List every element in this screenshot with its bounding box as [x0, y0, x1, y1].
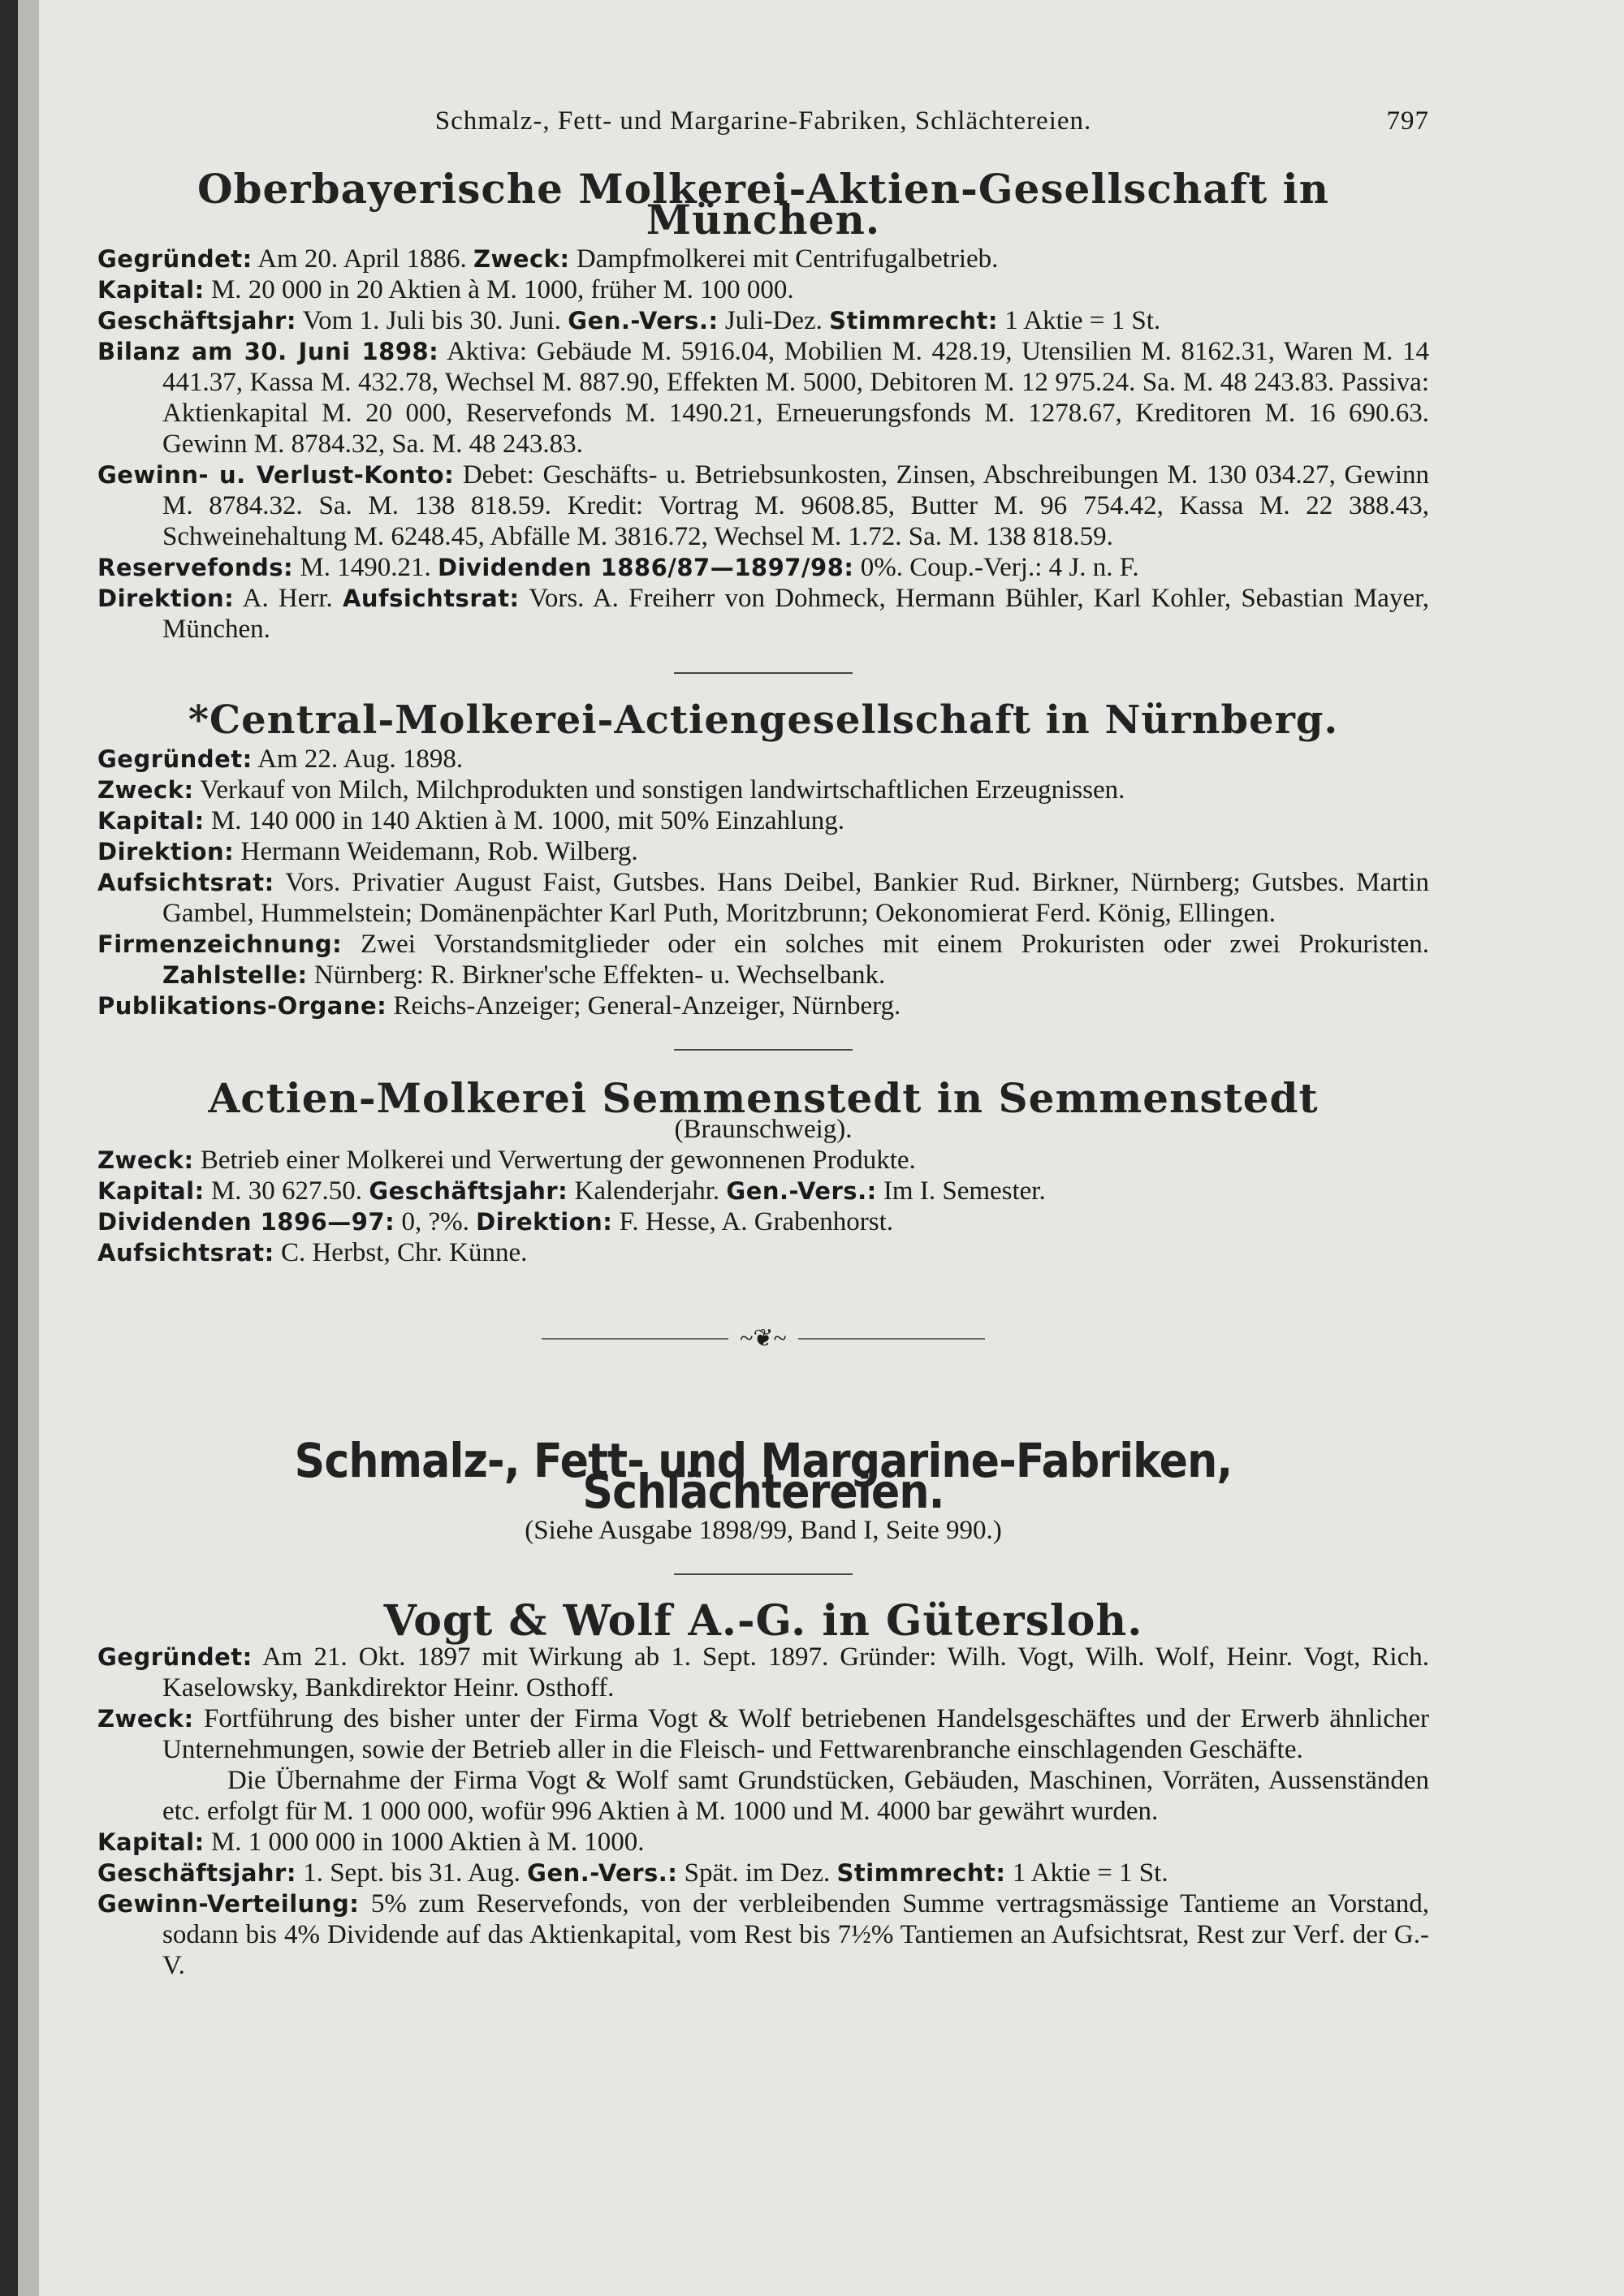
ornament-icon: ~❦~ [740, 1325, 787, 1352]
running-title: Schmalz-, Fett- und Margarine-Fabriken, Schlächtereien. [434, 106, 1092, 136]
entry-gegruendet: Gegründet: Am 20. April 1886. Zweck: Dampfmolkerei mit Centrifugalbetrieb. [97, 244, 999, 274]
entry-reservefonds: Reservefonds: M. 1490.21. Dividenden 1886/87—1897/98: 0%. Coup.-Verj.: 4 J. n. F. [97, 553, 1139, 582]
section-reference-note: (Siehe Ausgabe 1898/99, Band I, Seite 990.) [525, 1516, 1002, 1545]
entry-zweck-continued: Die Übernahme der Firma Vogt & Wolf samt Grundstücken, Gebäuden, Maschinen, Vorräten, Aussenständen etc. erfolgt für M. 1 000 000, wofür 996 Aktien à M. 1000 und M. 4000 bar gewährt wurden. [162, 1766, 1429, 1826]
company-title-vogt-wolf: Vogt & Wolf A.-G. in Gütersloh. [383, 1596, 1143, 1646]
entry-direktion: Direktion: A. Herr. Aufsichtsrat: Vors. A. Freiherr von Dohmeck, Hermann Bühler, Karl Kohler, Sebastian Mayer, München. [97, 584, 1430, 644]
ornamental-divider [97, 1323, 1429, 1354]
entry-zweck: Zweck: Betrieb einer Molkerei und Verwertung der gewonnenen Produkte. [97, 1146, 916, 1175]
separator-rule [674, 672, 853, 674]
entry-gegruendet: Gegründet: Am 22. Aug. 1898. [97, 744, 464, 774]
entry-geschaeftsjahr: Geschäftsjahr: Vom 1. Juli bis 30. Juni. Gen.-Vers.: Juli-Dez. Stimmrecht: 1 Aktie = 1 St. [97, 306, 1161, 335]
running-header [97, 106, 1429, 154]
company-title-central: *Central-Molkerei-Actiengesellschaft in Nürnberg. [188, 697, 1339, 743]
entry-bilanz: Bilanz am 30. Juni 1898: Aktiva: Gebäude M. 5916.04, Mobilien M. 428.19, Utensilien M. 8162.31, Waren M. 14 441.37, Kassa M. 432.78, Wechsel M. 887.90, Effekten M. 5000, Debitoren M. 12 975.24. Sa. M. 48 243.83. Passiva: Aktienkapital M. 20 000, Reservefonds M. 1490.21, Erneuerungsfonds M. 1278.67, Kreditoren M. 16 690.63. Gewinn M. 8784.32, Sa. M. 48 243.83. [97, 337, 1429, 459]
entry-zweck: Zweck: Verkauf von Milch, Milchprodukten und sonstigen landwirtschaftlichen Erzeugnissen. [97, 775, 1125, 805]
entry-kapital: Kapital: M. 1 000 000 in 1000 Aktien à M. 1000. [97, 1828, 645, 1857]
entry-zweck: Zweck: Fortführung des bisher unter der Firma Vogt & Wolf betriebenen Handelsgeschäftes und der Erwerb ähnlicher Unternehmungen, sowie der Betrieb aller in die Fleisch- und Fettwarenbranche einschlagenden Geschäfte. [97, 1704, 1430, 1764]
company-title-semmenstedt: Actien-Molkerei Semmenstedt in Semmenstedt [208, 1074, 1319, 1122]
ornament-line-right [798, 1338, 985, 1340]
entry-publikation: Publikations-Organe: Reichs-Anzeiger; General-Anzeiger, Nürnberg. [97, 991, 901, 1021]
company-title-oberbayerische: Oberbayerische Molkerei-Aktien-Gesellschaft in München. [197, 165, 1330, 244]
entry-aufsichtsrat: Aufsichtsrat: Vors. Privatier August Faist, Gutsbes. Hans Deibel, Bankier Rud. Birkner, Nürnberg; Gutsbes. Martin Gambel, Hummelstein; Domänenpächter Karl Puth, Moritzbrunn; Oekonomierat Ferd. König, Ellingen. [97, 868, 1430, 928]
entry-gewinn-verlust: Gewinn- u. Verlust-Konto: Debet: Geschäfts- u. Betriebsunkosten, Zinsen, Abschreibungen M. 130 034.27, Gewinn M. 8784.32. Sa. M. 138 818.59. Kredit: Vortrag M. 9608.85, Butter M. 96 754.42, Kassa M. 22 388.43, Schweinehaltung M. 6248.45, Abfälle M. 3816.72, Wechsel M. 1.72. Sa. M. 138 818.59. [97, 460, 1429, 551]
company-location: (Braunschweig). [674, 1115, 853, 1144]
entry-geschaeftsjahr: Geschäftsjahr: 1. Sept. bis 31. Aug. Gen.-Vers.: Spät. im Dez. Stimmrecht: 1 Aktie = 1 St. [97, 1858, 1168, 1888]
entry-kapital: Kapital: M. 30 627.50. Geschäftsjahr: Kalenderjahr. Gen.-Vers.: Im I. Semester. [97, 1176, 1046, 1206]
section-title: Schmalz-, Fett- und Margarine-Fabriken, Schlächtereien. [294, 1433, 1233, 1519]
entry-aufsichtsrat: Aufsichtsrat: C. Herbst, Chr. Künne. [97, 1238, 528, 1267]
separator-rule [674, 1573, 853, 1575]
entry-firmenzeichnung: Firmenzeichnung: Zwei Vorstandsmitglieder oder ein solches mit einem Prokuristen oder zwei Prokuristen. Zahlstelle: Nürnberg: R. Birkner'sche Effekten- u. Wechselbank. [97, 930, 1430, 990]
entry-gegruendet: Gegründet: Am 21. Okt. 1897 mit Wirkung ab 1. Sept. 1897. Gründer: Wilh. Vogt, Wilh. Wolf, Heinr. Vogt, Rich. Kaselowsky, Bankdirektor Heinr. Osthoff. [97, 1642, 1429, 1703]
entry-kapital: Kapital: M. 140 000 in 140 Aktien à M. 1000, mit 50% Einzahlung. [97, 806, 844, 835]
separator-rule [674, 1049, 853, 1051]
scan-binding-shadow [18, 0, 39, 2296]
entry-gewinn-verteilung: Gewinn-Verteilung: 5% zum Reservefonds, von der verbleibenden Summe vertragsmässige Tantieme an Vorstand, sodann bis 4% Dividende auf das Aktienkapital, vom Rest bis 7½% Tantiemen an Aufsichtsrat, Rest zur Verf. der G.-V. [97, 1889, 1429, 1980]
entry-direktion: Direktion: Hermann Weidemann, Rob. Wilberg. [97, 837, 638, 866]
page-number: 797 [1386, 106, 1429, 136]
entry-kapital: Kapital: M. 20 000 in 20 Aktien à M. 1000, früher M. 100 000. [97, 275, 794, 304]
book-page [97, 106, 1429, 1981]
entry-dividenden: Dividenden 1896—97: 0, ?%. Direktion: F. Hesse, A. Grabenhorst. [97, 1207, 894, 1236]
ornament-line-left [542, 1338, 728, 1340]
scan-binding-edge [0, 0, 18, 2296]
